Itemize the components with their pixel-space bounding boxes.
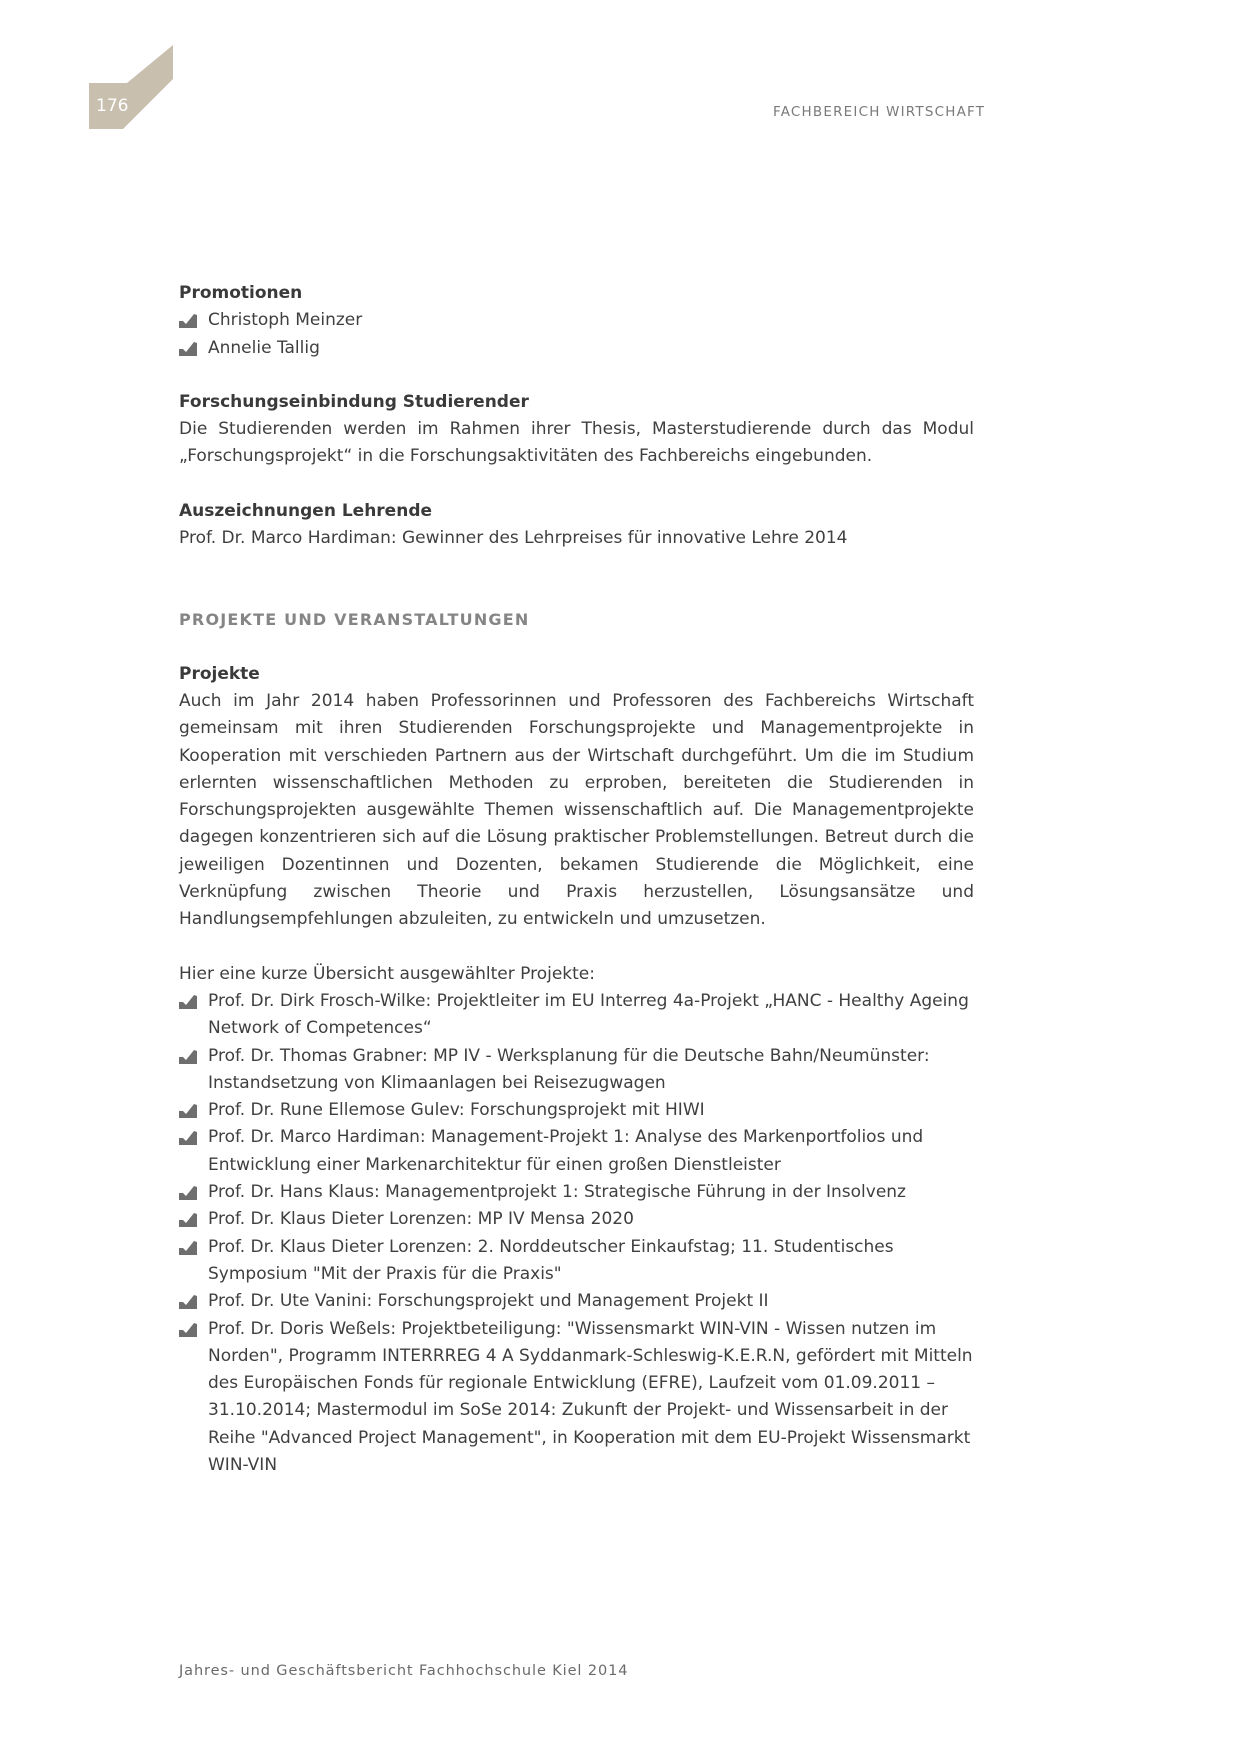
checkmark-bullet-icon: [179, 1323, 197, 1337]
projekte-list: [179, 988, 974, 1479]
list-item: [179, 1234, 974, 1289]
promotionen-heading: Promotionen: [179, 283, 303, 303]
list-item: [179, 988, 974, 1043]
list-item: [179, 1097, 974, 1124]
checkmark-bullet-icon: [179, 342, 197, 356]
list-item-text: Christoph Meinzer: [208, 310, 363, 331]
page-content: [179, 280, 974, 1479]
list-item: [179, 335, 974, 362]
list-item: [179, 1316, 974, 1480]
list-item: [179, 1288, 974, 1315]
list-item: [179, 1179, 974, 1206]
forschungseinbindung-text: Die Studierenden werden im Rahmen ihrer Thesis, Masterstudierende durch das Modul „Forschungsprojekt“ in die Forschungsaktivitäten des Fachbereichs eingebunden.: [179, 419, 974, 467]
list-item-text: Prof. Dr. Dirk Frosch-Wilke: Projektleiter im EU Interreg 4a-Projekt „HANC - Healthy Ageing Network of Competences“: [208, 990, 969, 1039]
list-item-text: Prof. Dr. Doris Weßels: Projektbeteiligung: "Wissensmarkt WIN-VIN - Wissen nutzen im Norden", Programm INTERRREG 4 A Syddanmark-Schleswig-K.E.R.N, gefördert mit Mitteln des Europäischen Fonds für regionale Entwicklung (EFRE), Laufzeit vom 01.09.2011 – 31.10.2014; Mastermodul im SoSe 2014: Zukunft der Projekt- und Wissensarbeit in der Reihe "Advanced Project Management", in Kooperation mit dem EU-Projekt Wissensmarkt WIN-VIN: [208, 1318, 973, 1475]
list-item-text: Prof. Dr. Hans Klaus: Managementprojekt 1: Strategische Führung in der Insolvenz: [208, 1182, 906, 1203]
checkmark-bullet-icon: [179, 1050, 197, 1064]
list-item-text: Prof. Dr. Thomas Grabner: MP IV - Werksplanung für die Deutsche Bahn/Neumünster: Instandsetzung von Klimaanlagen bei Reisezugwagen: [208, 1045, 930, 1093]
list-item: [179, 1124, 974, 1179]
list-item: [179, 1043, 974, 1098]
checkmark-bullet-icon: [179, 995, 197, 1009]
checkmark-bullet-icon: [179, 1104, 197, 1118]
list-item-text: Prof. Dr. Klaus Dieter Lorenzen: 2. Norddeutscher Einkaufstag; 11. Studentisches Symposium "Mit der Praxis für die Praxis": [208, 1236, 894, 1284]
checkmark-bullet-icon: [179, 1186, 197, 1200]
checkmark-bullet-icon: [179, 1213, 197, 1227]
projekte-heading: Projekte: [179, 663, 260, 684]
page-footer: Jahres- und Geschäftsbericht Fachhochschule Kiel 2014: [179, 1663, 629, 1679]
list-item-text: Prof. Dr. Rune Ellemose Gulev: Forschungsprojekt mit HIWI: [208, 1100, 705, 1121]
page-number: 176: [96, 96, 129, 116]
list-item-text: Prof. Dr. Ute Vanini: Forschungsprojekt und Management Projekt II: [208, 1291, 769, 1312]
checkmark-bullet-icon: [179, 1131, 197, 1145]
projekte-intro: Hier eine kurze Übersicht ausgewählter Projekte:: [179, 963, 595, 984]
checkmark-bullet-icon: [179, 1241, 197, 1255]
auszeichnungen-text: Prof. Dr. Marco Hardiman: Gewinner des Lehrpreises für innovative Lehre 2014: [179, 528, 848, 549]
forschungseinbindung-heading: Forschungseinbindung Studierender: [179, 391, 529, 412]
list-item-text: Prof. Dr. Marco Hardiman: Management-Projekt 1: Analyse des Markenportfolios und Entwicklung einer Markenarchitektur für einen großen Dienstleister: [208, 1127, 924, 1175]
checkmark-bullet-icon: [179, 314, 197, 328]
checkmark-bullet-icon: [179, 1295, 197, 1309]
page-number-tab: [89, 45, 173, 129]
section-title: PROJEKTE UND VERANSTALTUNGEN: [179, 610, 530, 630]
list-item: [179, 307, 974, 334]
projekte-text: Auch im Jahr 2014 haben Professorinnen und Professoren des Fachbereichs Wirtschaft gemeinsam mit ihren Studierenden Forschungsprojekte und Managementprojekte in Kooperation mit verschieden Partnern aus der Wirtschaft durchgeführt. Um die im Studium erlernten wissenschaftlichen Methoden zu erproben, bereiteten die Studierenden in Forschungsprojekten ausgewählte Themen wissenschaftlich auf. Die Managementprojekte dagegen konzentrieren sich auf die Lösung praktischer Problemstellungen. Betreut durch die jeweiligen Dozentinnen und Dozenten, bekamen Studierende die Möglichkeit, eine Verknüpfung zwischen Theorie und Praxis herzustellen, Lösungsansätze und Handlungsempfehlungen abzuleiten, zu entwickeln und umzusetzen.: [179, 690, 974, 930]
promotionen-list: [179, 307, 974, 362]
list-item: [179, 1206, 974, 1233]
running-head: FACHBEREICH WIRTSCHAFT: [773, 104, 986, 120]
list-item-text: Prof. Dr. Klaus Dieter Lorenzen: MP IV Mensa 2020: [208, 1209, 634, 1230]
list-item-text: Annelie Tallig: [208, 337, 320, 358]
auszeichnungen-heading: Auszeichnungen Lehrende: [179, 500, 433, 521]
